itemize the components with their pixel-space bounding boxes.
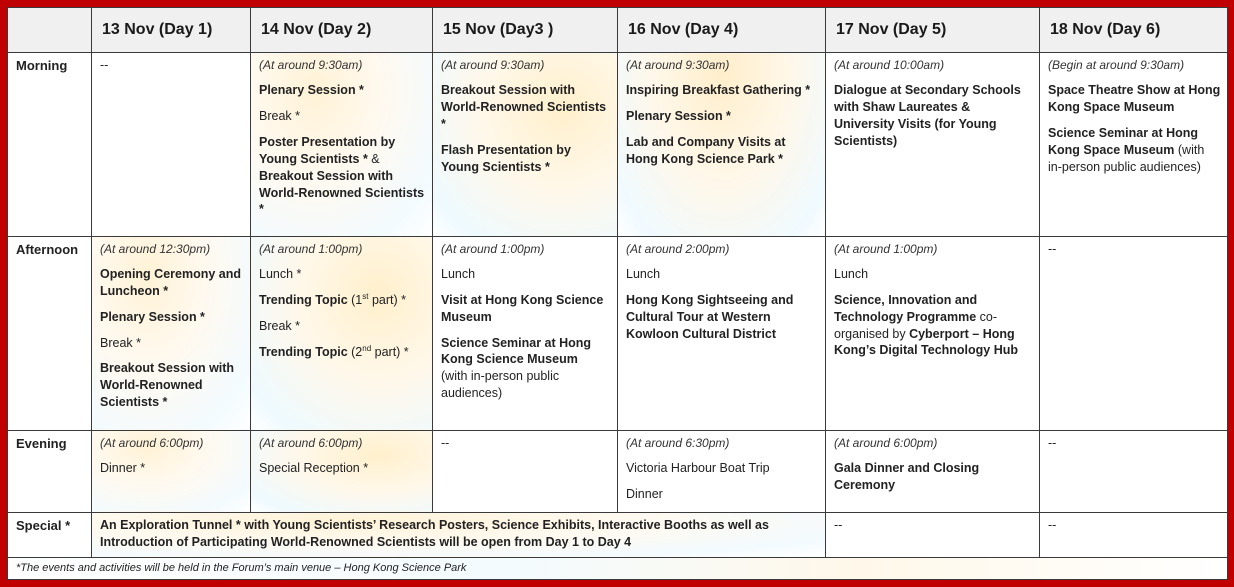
event-part: & bbox=[367, 151, 380, 166]
cell bbox=[826, 53, 1040, 237]
cell bbox=[92, 430, 251, 512]
event: Dialogue at Secondary Schools with Shaw Laureates & University Visits (for Young Scientists) bbox=[834, 83, 1021, 148]
evening-row bbox=[8, 430, 1228, 512]
cell bbox=[1040, 512, 1228, 557]
event bbox=[259, 292, 426, 309]
time-note: (At around 6:30pm) bbox=[626, 435, 730, 450]
event: Dinner bbox=[626, 486, 663, 501]
corner-cell bbox=[8, 8, 92, 53]
event-part: part) * bbox=[368, 293, 406, 307]
event: Plenary Session * bbox=[100, 309, 205, 324]
event: Visit at Hong Kong Science Museum bbox=[441, 292, 604, 324]
ordinal-suffix: st bbox=[362, 291, 369, 301]
event: Special Reception * bbox=[259, 460, 369, 475]
empty-marker: -- bbox=[1048, 517, 1057, 532]
event-part: (2 bbox=[347, 344, 363, 359]
event-part: co-organised by bbox=[834, 309, 998, 341]
time-note: (At around 9:30am) bbox=[259, 58, 363, 72]
event-part: part) * bbox=[371, 344, 409, 359]
event: Lunch bbox=[441, 266, 476, 281]
cell bbox=[618, 53, 826, 237]
day-header: 13 Nov (Day 1) bbox=[92, 8, 251, 53]
time-note: (At around 2:00pm) bbox=[626, 241, 730, 256]
event: Plenary Session * bbox=[259, 83, 364, 98]
empty-marker: -- bbox=[441, 435, 450, 450]
event: Lunch bbox=[834, 266, 869, 281]
event: Dinner * bbox=[100, 460, 146, 475]
time-note: (At around 9:30am) bbox=[441, 58, 545, 72]
cell bbox=[92, 236, 251, 430]
event: Lunch * bbox=[259, 266, 302, 281]
cell bbox=[618, 236, 826, 430]
event-part: (with in-person public audiences) bbox=[441, 369, 560, 401]
event: Break * bbox=[259, 109, 300, 124]
empty-marker: -- bbox=[834, 517, 843, 532]
day-header: 17 Nov (Day 5) bbox=[826, 8, 1040, 53]
event: Plenary Session * bbox=[626, 109, 731, 124]
cell bbox=[433, 53, 618, 237]
event bbox=[259, 134, 426, 218]
event-part: Trending Topic bbox=[259, 293, 348, 307]
event-part: Poster Presentation by Young Scientists * bbox=[259, 134, 396, 166]
cell bbox=[1040, 53, 1228, 237]
schedule-table bbox=[7, 7, 1228, 580]
day-header: 14 Nov (Day 2) bbox=[251, 8, 433, 53]
cell bbox=[1040, 236, 1228, 430]
event bbox=[1048, 125, 1221, 176]
event: Break * bbox=[259, 318, 300, 333]
event: Space Theatre Show at Hong Kong Space Museum bbox=[1048, 83, 1221, 115]
time-note: (At around 6:00pm) bbox=[100, 435, 204, 450]
event: Inspiring Breakfast Gathering * bbox=[626, 83, 811, 98]
event: Breakout Session with World-Renowned Scientists * bbox=[100, 361, 235, 410]
cell bbox=[251, 430, 433, 512]
cell bbox=[251, 236, 433, 430]
empty-marker: -- bbox=[1048, 435, 1057, 450]
time-note: (At around 10:00am) bbox=[834, 58, 945, 72]
empty-marker: -- bbox=[1048, 241, 1057, 256]
cell bbox=[1040, 430, 1228, 512]
event-part: (1 bbox=[347, 293, 363, 307]
time-note: (At around 9:30am) bbox=[626, 58, 730, 72]
row-label: Special * bbox=[8, 512, 92, 557]
special-row bbox=[8, 512, 1228, 557]
event-part: Trending Topic bbox=[259, 344, 348, 359]
special-event: An Exploration Tunnel * with Young Scientists’ Research Posters, Science Exhibits, Interactive Booths as well as Introduction of Participating World-Renowned Scientists will be open from Day 1 to Day 4 bbox=[92, 512, 826, 557]
cell bbox=[826, 512, 1040, 557]
cell bbox=[826, 430, 1040, 512]
event bbox=[259, 344, 426, 361]
event: Hong Kong Sightseeing and Cultural Tour at Western Kowloon Cultural District bbox=[626, 292, 794, 341]
time-note: (At around 6:00pm) bbox=[259, 435, 363, 450]
event-part: Cyberport – Hong Kong’s Digital Technology Hub bbox=[834, 326, 1019, 358]
day-header: 15 Nov (Day3 ) bbox=[433, 8, 618, 53]
event: Victoria Harbour Boat Trip bbox=[626, 460, 770, 475]
time-note: (At around 12:30pm) bbox=[100, 241, 211, 256]
event-part: Science, Innovation and Technology Programme bbox=[834, 292, 978, 324]
time-note: (Begin at around 9:30am) bbox=[1048, 58, 1185, 72]
day-header: 16 Nov (Day 4) bbox=[618, 8, 826, 53]
footnote-row bbox=[8, 557, 1228, 579]
event bbox=[441, 335, 611, 403]
ordinal-suffix: nd bbox=[362, 343, 372, 353]
event: Breakout Session with World-Renowned Scientists * bbox=[441, 83, 607, 131]
cell bbox=[251, 53, 433, 237]
afternoon-row bbox=[8, 236, 1228, 430]
cell bbox=[433, 236, 618, 430]
time-note: (At around 1:00pm) bbox=[441, 241, 545, 256]
time-note: (At around 6:00pm) bbox=[834, 435, 938, 450]
time-note: (At around 1:00pm) bbox=[259, 241, 363, 256]
event: Gala Dinner and Closing Ceremony bbox=[834, 460, 980, 492]
cell bbox=[826, 236, 1040, 430]
cell bbox=[433, 430, 618, 512]
morning-row bbox=[8, 53, 1228, 237]
row-label: Afternoon bbox=[8, 236, 92, 430]
event: Lab and Company Visits at Hong Kong Science Park * bbox=[626, 134, 786, 166]
empty-marker: -- bbox=[100, 58, 109, 72]
row-label: Morning bbox=[8, 53, 92, 237]
row-label: Evening bbox=[8, 430, 92, 512]
event: Flash Presentation by Young Scientists * bbox=[441, 142, 571, 174]
event-part: Science Seminar at Hong Kong Science Museum bbox=[441, 335, 592, 367]
event-part: (with in-person public audiences) bbox=[1048, 142, 1205, 174]
event: Break * bbox=[100, 335, 141, 350]
event bbox=[834, 292, 1033, 360]
day-header: 18 Nov (Day 6) bbox=[1040, 8, 1228, 53]
event: Opening Ceremony and Luncheon * bbox=[100, 266, 241, 298]
footnote: *The events and activities will be held in the Forum’s main venue – Hong Kong Science Park bbox=[8, 557, 1228, 579]
header-row bbox=[8, 8, 1228, 53]
event-part: Science Seminar at Hong Kong Space Museum bbox=[1048, 125, 1199, 157]
event: Lunch bbox=[626, 266, 661, 281]
cell bbox=[618, 430, 826, 512]
event-part: Breakout Session with World-Renowned Scientists * bbox=[259, 168, 425, 217]
cell bbox=[92, 53, 251, 237]
time-note: (At around 1:00pm) bbox=[834, 241, 938, 256]
